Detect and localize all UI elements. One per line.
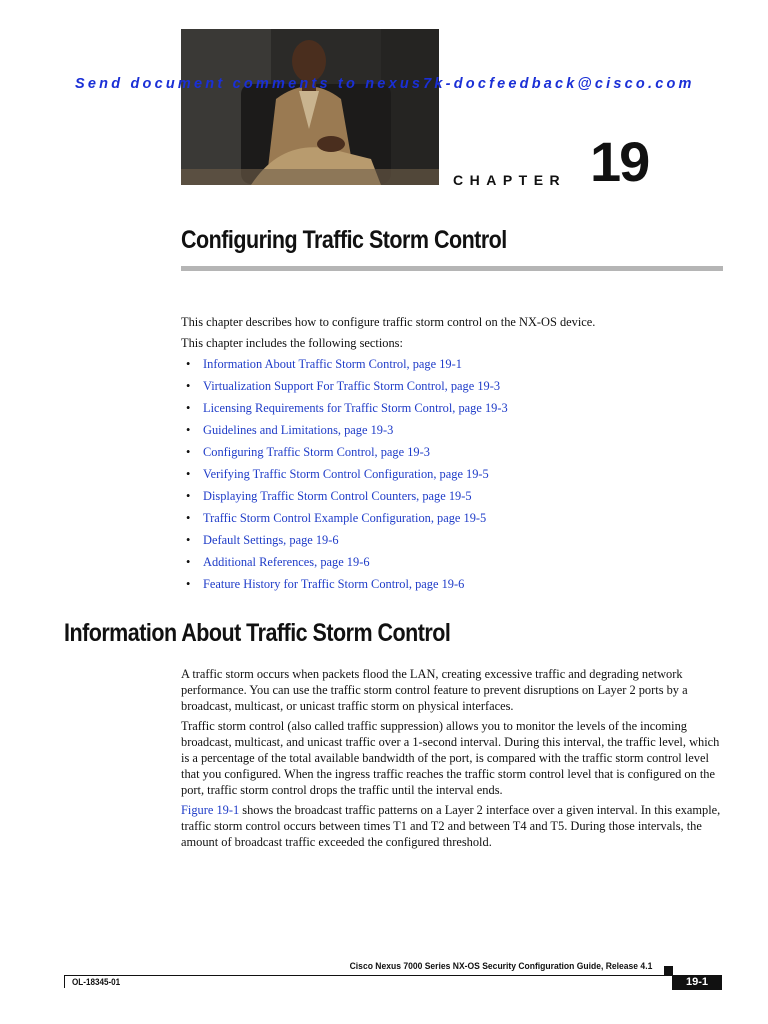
bullet-icon: • (186, 467, 191, 481)
toc-link[interactable]: Default Settings, page 19-6 (203, 533, 339, 547)
footer-rule (64, 975, 722, 976)
footer-guide-title: Cisco Nexus 7000 Series NX-OS Security Configuration Guide, Release 4.1 (349, 961, 652, 972)
toc-item (186, 532, 508, 554)
chapter-photo (181, 29, 439, 185)
bullet-icon: • (186, 379, 191, 393)
toc-item (186, 444, 508, 466)
toc-link[interactable]: Configuring Traffic Storm Control, page 19-3 (203, 445, 430, 459)
footer-tick (64, 975, 65, 988)
feedback-email-banner[interactable]: Send document comments to nexus7k-docfeedback@cisco.com (75, 76, 695, 92)
toc-item (186, 488, 508, 510)
toc-link[interactable]: Verifying Traffic Storm Control Configuration, page 19-5 (203, 467, 489, 481)
page-number: 19-1 (672, 975, 722, 990)
toc-item (186, 356, 508, 378)
bullet-icon: • (186, 511, 191, 525)
toc-item (186, 400, 508, 422)
intro-line-2: This chapter includes the following sections: (181, 336, 403, 350)
footer-doc-number: OL-18345-01 (72, 977, 121, 987)
toc-link[interactable]: Displaying Traffic Storm Control Counters, page 19-5 (203, 489, 472, 503)
toc-link[interactable]: Guidelines and Limitations, page 19-3 (203, 423, 394, 437)
title-divider (181, 266, 723, 271)
toc-item (186, 510, 508, 532)
section-toc (186, 356, 508, 598)
bullet-icon: • (186, 533, 191, 547)
bullet-icon: • (186, 489, 191, 503)
bullet-icon: • (186, 423, 191, 437)
bullet-icon: • (186, 445, 191, 459)
bullet-icon: • (186, 577, 191, 591)
section-heading: Information About Traffic Storm Control (64, 619, 451, 647)
toc-item (186, 554, 508, 576)
toc-link[interactable]: Virtualization Support For Traffic Storm Control, page 19-3 (203, 379, 501, 393)
bullet-icon: • (186, 401, 191, 415)
section-paragraph-3 (181, 802, 726, 850)
chapter-number: 19 (590, 130, 649, 193)
toc-item (186, 466, 508, 488)
footer-marker (664, 966, 673, 975)
toc-link[interactable]: Traffic Storm Control Example Configuration, page 19-5 (203, 511, 487, 525)
toc-link[interactable]: Licensing Requirements for Traffic Storm Control, page 19-3 (203, 401, 508, 415)
toc-link[interactable]: Feature History for Traffic Storm Control, page 19-6 (203, 577, 465, 591)
bullet-icon: • (186, 555, 191, 569)
toc-item (186, 422, 508, 444)
toc-item (186, 576, 508, 598)
chapter-title: Configuring Traffic Storm Control (181, 226, 507, 254)
toc-link[interactable]: Information About Traffic Storm Control, page 19-1 (203, 357, 462, 371)
chapter-label: CHAPTER (453, 172, 567, 188)
toc-link[interactable]: Additional References, page 19-6 (203, 555, 370, 569)
bullet-icon: • (186, 357, 191, 371)
intro-line-1: This chapter describes how to configure traffic storm control on the NX-OS device. (181, 315, 596, 329)
section-paragraph-1: A traffic storm occurs when packets flood the LAN, creating excessive traffic and degrading network performance. You can use the traffic storm control feature to prevent disruptions on Layer 2 ports by a broadcast, multicast, or unicast traffic storm on physical interfaces. (181, 667, 688, 713)
paragraph-3-text: shows the broadcast traffic patterns on a Layer 2 interface over a given interval. In this example, traffic storm control occurs between times T1 and T2 and between T4 and T5. During those intervals, the amount of broadcast traffic exceeded the configured threshold. (181, 803, 721, 849)
figure-link[interactable]: Figure 19-1 (181, 803, 240, 817)
toc-item (186, 378, 508, 400)
section-paragraph-2: Traffic storm control (also called traffic suppression) allows you to monitor the levels of the incoming broadcast, multicast, and unicast traffic over a 1-second interval. During this interval, the traffic level, which is a percentage of the total available bandwidth of the port, is compared with the traffic storm control level that you configured. When the ingress traffic reaches the traffic storm control level that is configured on the port, traffic storm control drops the traffic until the interval ends. (181, 719, 720, 797)
